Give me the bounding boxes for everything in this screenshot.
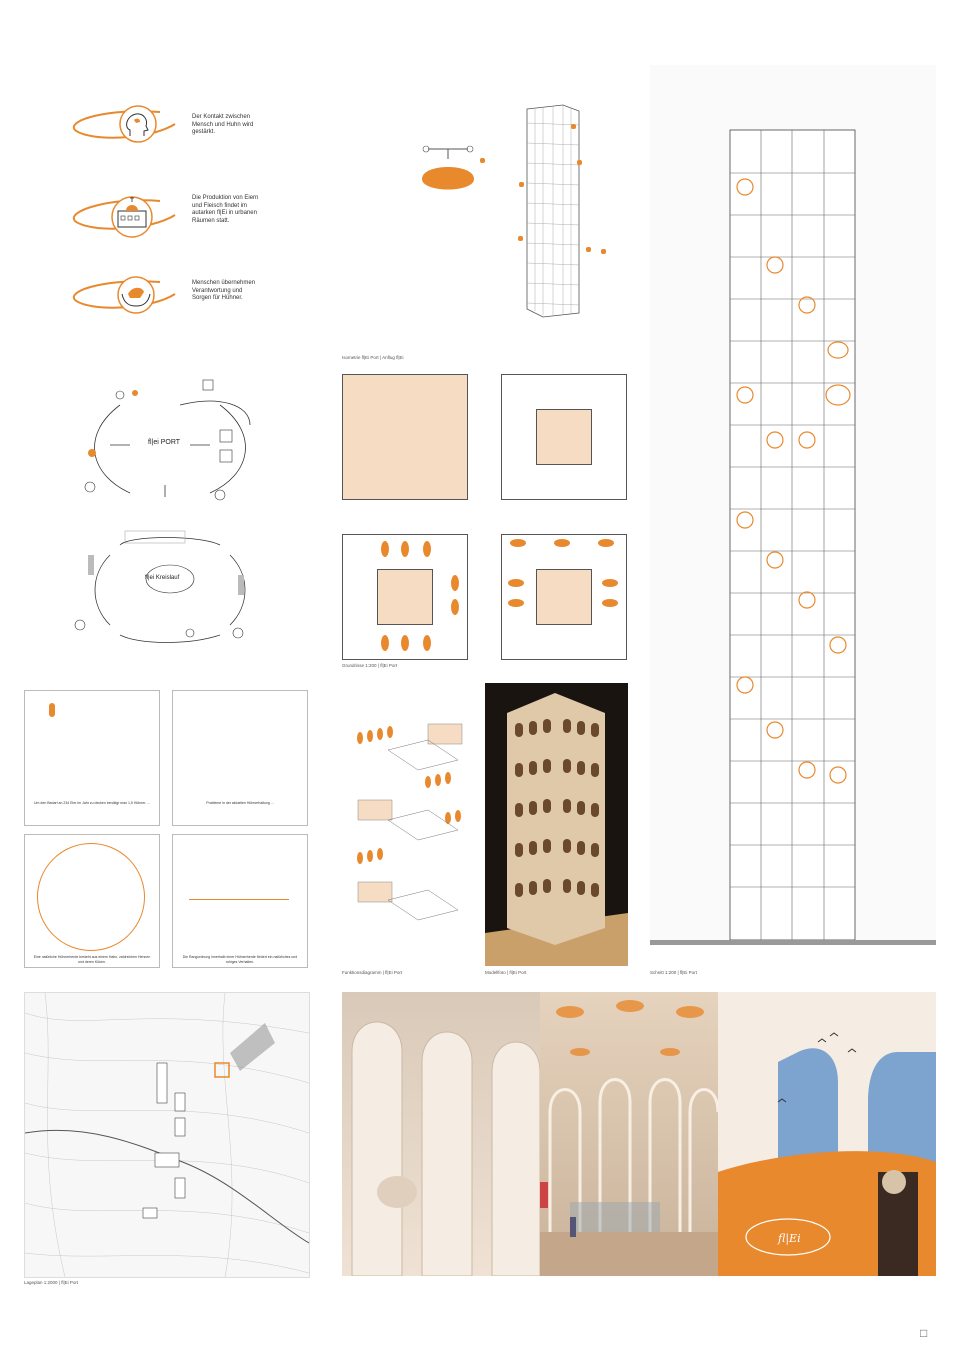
- model-photo: [485, 683, 628, 966]
- rooftop-rendering: [718, 992, 936, 1276]
- flying-egg-pod: [518, 236, 523, 241]
- visitor-figure: [570, 1217, 576, 1237]
- head-with-chicken-icon: [70, 100, 180, 150]
- functions-caption: Funktionsdiagramm | fl|Ei Port: [342, 970, 403, 975]
- hands-with-chicken-icon: [70, 270, 180, 320]
- isometry-caption: Isometrie fl|Ei Port | Anflug fl|Ei: [342, 355, 404, 360]
- concept-text-1: Der Kontakt zwischen Mensch und Huhn wird gestärkt.: [192, 114, 254, 135]
- problem-panel-3: Eine natürliche Hühnerherde besteht aus einem Hahn, zahlreichen Hennen und deren Küken.: [24, 834, 160, 968]
- floorplans-caption: Grundrisse 1:200 | fl|Ei Port: [342, 663, 398, 668]
- cycle2-label: fl|ei Kreislauf: [145, 575, 180, 581]
- flying-egg-pod: [577, 160, 582, 165]
- section-caption: Schnitt 1:200 | fl|Ei Port: [650, 970, 697, 975]
- floorplan-roof: [342, 374, 468, 500]
- floorplan-level-b: [501, 534, 627, 660]
- floorplan-level-a: [342, 534, 468, 660]
- building-icon: [70, 185, 180, 240]
- concept-row-2: [70, 185, 310, 245]
- site-plan-map: [25, 993, 309, 1277]
- problem-panel-2: Probleme in der aktuellen Hühnerhaltung ...: [172, 690, 308, 826]
- model-tower-image: [485, 683, 628, 966]
- model-caption: Modellfoto | fl|Ei Port: [485, 970, 527, 975]
- visitor-figure: [540, 1182, 548, 1208]
- function-diagram: [348, 710, 468, 950]
- render-logo-text: fl|Ei: [778, 1232, 801, 1245]
- concept-text-2: Die Produktion von Eiern und Fleisch findet im autarken fl|Ei in urbanen Räumen statt.: [192, 195, 259, 224]
- tower-isometry: [523, 103, 583, 318]
- siteplan-caption: Lageplan 1:2000 | fl|Ei Port: [24, 1280, 79, 1285]
- tower-section: [650, 65, 936, 945]
- problem-panel-1: Um den Bedarf an 234 Eier im Jahr zu decken benötigt man 1,5 Hühner. ...: [24, 690, 160, 826]
- floorplan-upper: [501, 374, 627, 500]
- flying-egg-pod: [480, 158, 485, 163]
- interior-rendering-left: [342, 992, 540, 1276]
- flying-egg-pod: [519, 182, 524, 187]
- flying-egg-pod: [586, 247, 591, 252]
- concept-text-3: Menschen übernehmen Verantwortung und Sorgen für Hühner.: [192, 280, 256, 301]
- problem-panel-4: Die Rangordnung innerhalb einer Hühnerherde fördert ein natürliches und ruhiges Verhalten.: [172, 834, 308, 968]
- concept-row-3: [70, 270, 310, 320]
- concept-row-1: [70, 100, 310, 150]
- flying-egg-pod: [601, 249, 606, 254]
- section-drawing: [650, 65, 936, 945]
- page-mark: □: [920, 1326, 928, 1340]
- interior-rendering-center: [540, 992, 718, 1276]
- cycle1-label: fl|ei PORT: [148, 439, 181, 446]
- flying-egg-pod: [571, 124, 576, 129]
- drone-with-egg-pod: [418, 145, 488, 205]
- kreislauf-cycle-diagram: [70, 525, 270, 655]
- site-plan: [24, 992, 310, 1278]
